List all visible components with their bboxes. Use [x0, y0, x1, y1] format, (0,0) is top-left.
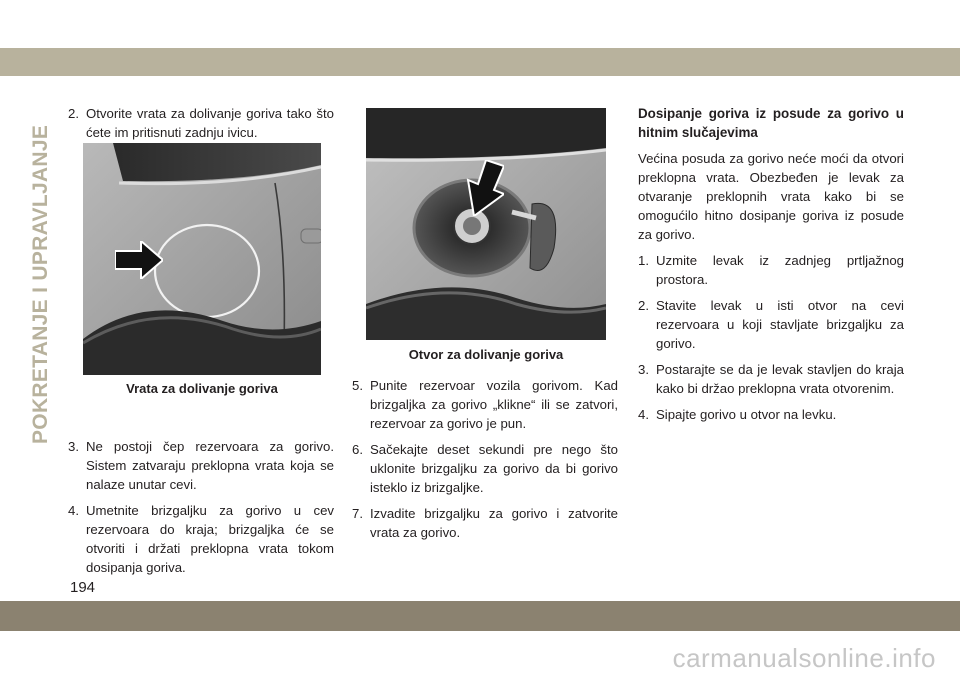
item-number: 2. [638, 298, 649, 313]
item-number: 3. [68, 439, 79, 454]
item-text: Izvadite brizgaljku za gorivo i zatvorite vrata za gorivo. [370, 506, 618, 540]
column-middle [352, 376, 618, 549]
list-item [352, 376, 618, 433]
arrow-down-icon [460, 160, 504, 216]
item-text: Otvorite vrata za dolivanje goriva tako što ćete im pritisnuti zadnju ivicu. [86, 106, 334, 140]
fuel-filler-photo [366, 108, 606, 340]
list-item [68, 104, 334, 142]
item-text: Postarajte se da je levak stavljen do kraja kako bi držao preklopna vrata otvorenim. [656, 362, 904, 396]
item-number: 1. [638, 253, 649, 268]
list-item [352, 440, 618, 497]
paragraph: Većina posuda za gorivo neće moći da otvori preklopna vrata. Obezbeđen je levak za otvaranje preklopnih vrata kako bi se omogućilo hitno dosipanje goriva iz posude za gorivo. [638, 151, 904, 242]
item-text: Uzmite levak iz zadnjeg prtljažnog prostora. [656, 253, 904, 287]
arrow-right-icon [115, 241, 163, 279]
page-number: 194 [70, 579, 96, 596]
list-item [638, 360, 904, 398]
item-number: 2. [68, 106, 79, 121]
item-text: Sačekajte deset sekundi pre nego što uklonite brizgaljku za gorivo da bi gorivo isteklo iz brizgaljke. [370, 442, 618, 495]
item-number: 4. [638, 407, 649, 422]
list-item [638, 296, 904, 353]
item-text: Stavite levak u isti otvor na cevi rezervoara u koji stavljate brizgaljku za gorivo. [656, 298, 904, 351]
item-number: 5. [352, 378, 363, 393]
image-caption: Otvor za dolivanje goriva [408, 347, 564, 362]
item-number: 4. [68, 503, 79, 518]
header-band [0, 48, 960, 76]
item-text: Sipajte gorivo u otvor na levku. [656, 407, 837, 422]
image-caption: Vrata za dolivanje goriva [126, 381, 278, 396]
watermark: carmanualsonline.info [672, 643, 936, 673]
item-text: Umetnite brizgaljku za gorivo u cev rezervoara do kraja; brizgaljka će se otvoriti i držati preklopna vrata tokom dosipanja goriva. [86, 503, 334, 575]
item-number: 7. [352, 506, 363, 521]
list-item [638, 251, 904, 289]
section-title: POKRETANJE I UPRAVLJANJE [29, 124, 52, 444]
footer-band [0, 601, 960, 631]
list-item [352, 504, 618, 542]
item-number: 6. [352, 442, 363, 457]
column-right [638, 104, 904, 431]
list-item [68, 501, 334, 577]
fuel-door-photo [83, 143, 321, 375]
watermark-strip [0, 631, 960, 678]
list-item [638, 405, 904, 424]
item-text: Punite rezervoar vozila gorivom. Kad brizgaljka za gorivo „klikne“ ili se zatvori, rezervoar za gorivo je pun. [370, 378, 618, 431]
section-heading: Dosipanje goriva iz posude za gorivo u hitnim slučajevima [638, 106, 904, 140]
list-item [68, 437, 334, 494]
item-text: Ne postoji čep rezervoara za gorivo. Sistem zatvaraju preklopna vrata koja se nalaze unutar cevi. [86, 439, 334, 492]
item-number: 3. [638, 362, 649, 377]
